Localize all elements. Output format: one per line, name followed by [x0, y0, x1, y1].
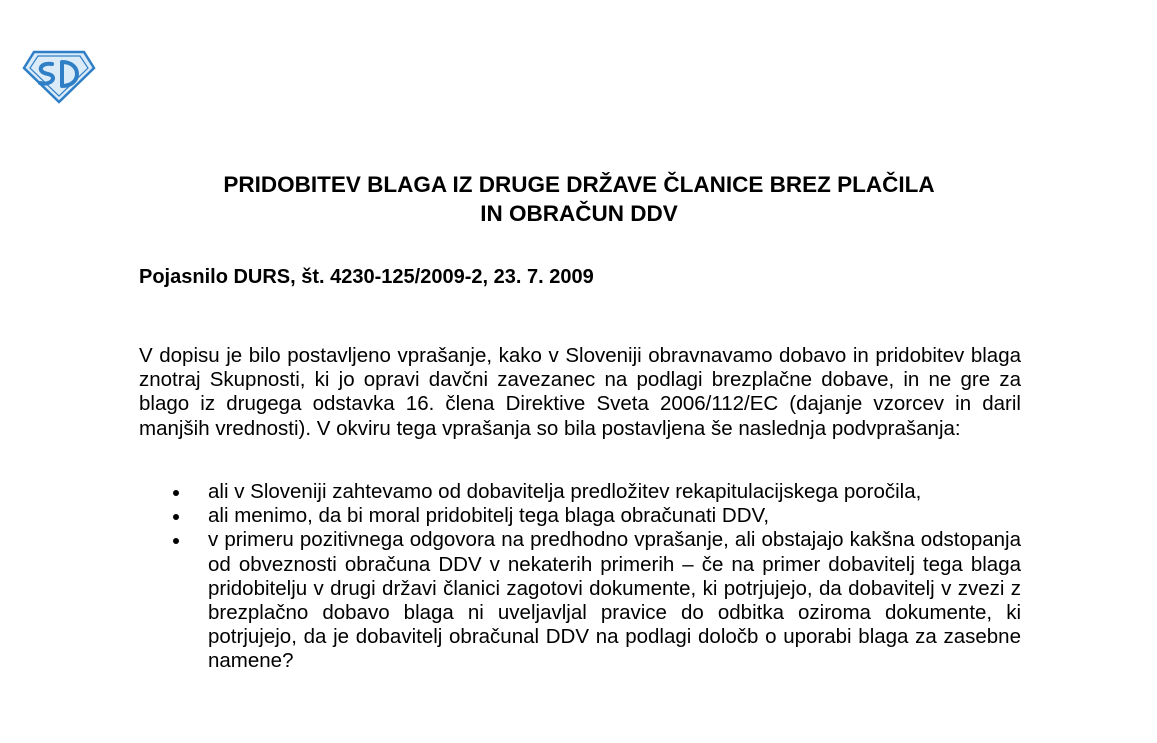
title-line-2: IN OBRAČUN DDV [480, 201, 678, 226]
question-list [139, 480, 1021, 674]
title-line-1: PRIDOBITEV BLAGA IZ DRUGE DRŽAVE ČLANICE BREZ PLAČILA [223, 172, 935, 197]
list-item [139, 528, 1021, 673]
list-item-text: ali menimo, da bi moral pridobitelj tega blaga obračunati DDV, [208, 504, 770, 528]
list-item-text: ali v Sloveniji zahtevamo od dobavitelja predložitev rekapitulacijskega poročila, [208, 480, 922, 503]
list-item [139, 480, 1021, 504]
list-item-text: v primeru pozitivnega odgovora na predhodno vprašanje, ali obstajajo kakšna odstopanja od obveznosti obračuna DDV v nekaterih primerih – če na primer dobavitelj tega blaga pridobitelju v drugi državi članici zagotovi dokumente, ki potrjujejo, da dobavitelj v zvezi z brezplačno dobavo blaga ni uveljavljal pravice do odbitka oziroma dokumente, ki potrjujejo, da je dobavitelj obračunal DDV na podlagi določb o uporabi blaga za zasebne namene? [208, 528, 1021, 673]
bullet-icon [173, 490, 179, 496]
intro-paragraph: V dopisu je bilo postavljeno vprašanje, kako v Sloveniji obravnavamo dobavo in pridobitev blaga znotraj Skupnosti, ki jo opravi davčni zavezanec na podlagi brezplačne dobave, in ne gre za blago iz drugega odstavka 16. člena Direktive Sveta 2006/112/EC (dajanje vzorcev in daril manjših vrednosti). V okviru tega vprašanja so bila postavljena še naslednja podvprašanja: [139, 344, 1021, 440]
list-item [139, 504, 1021, 528]
bullet-icon [173, 538, 179, 544]
sd-shield-logo [22, 50, 96, 104]
bullet-icon [173, 514, 179, 520]
document-subtitle: Pojasnilo DURS, št. 4230-125/2009-2, 23. 7. 2009 [139, 266, 594, 288]
document-title [120, 170, 1038, 228]
